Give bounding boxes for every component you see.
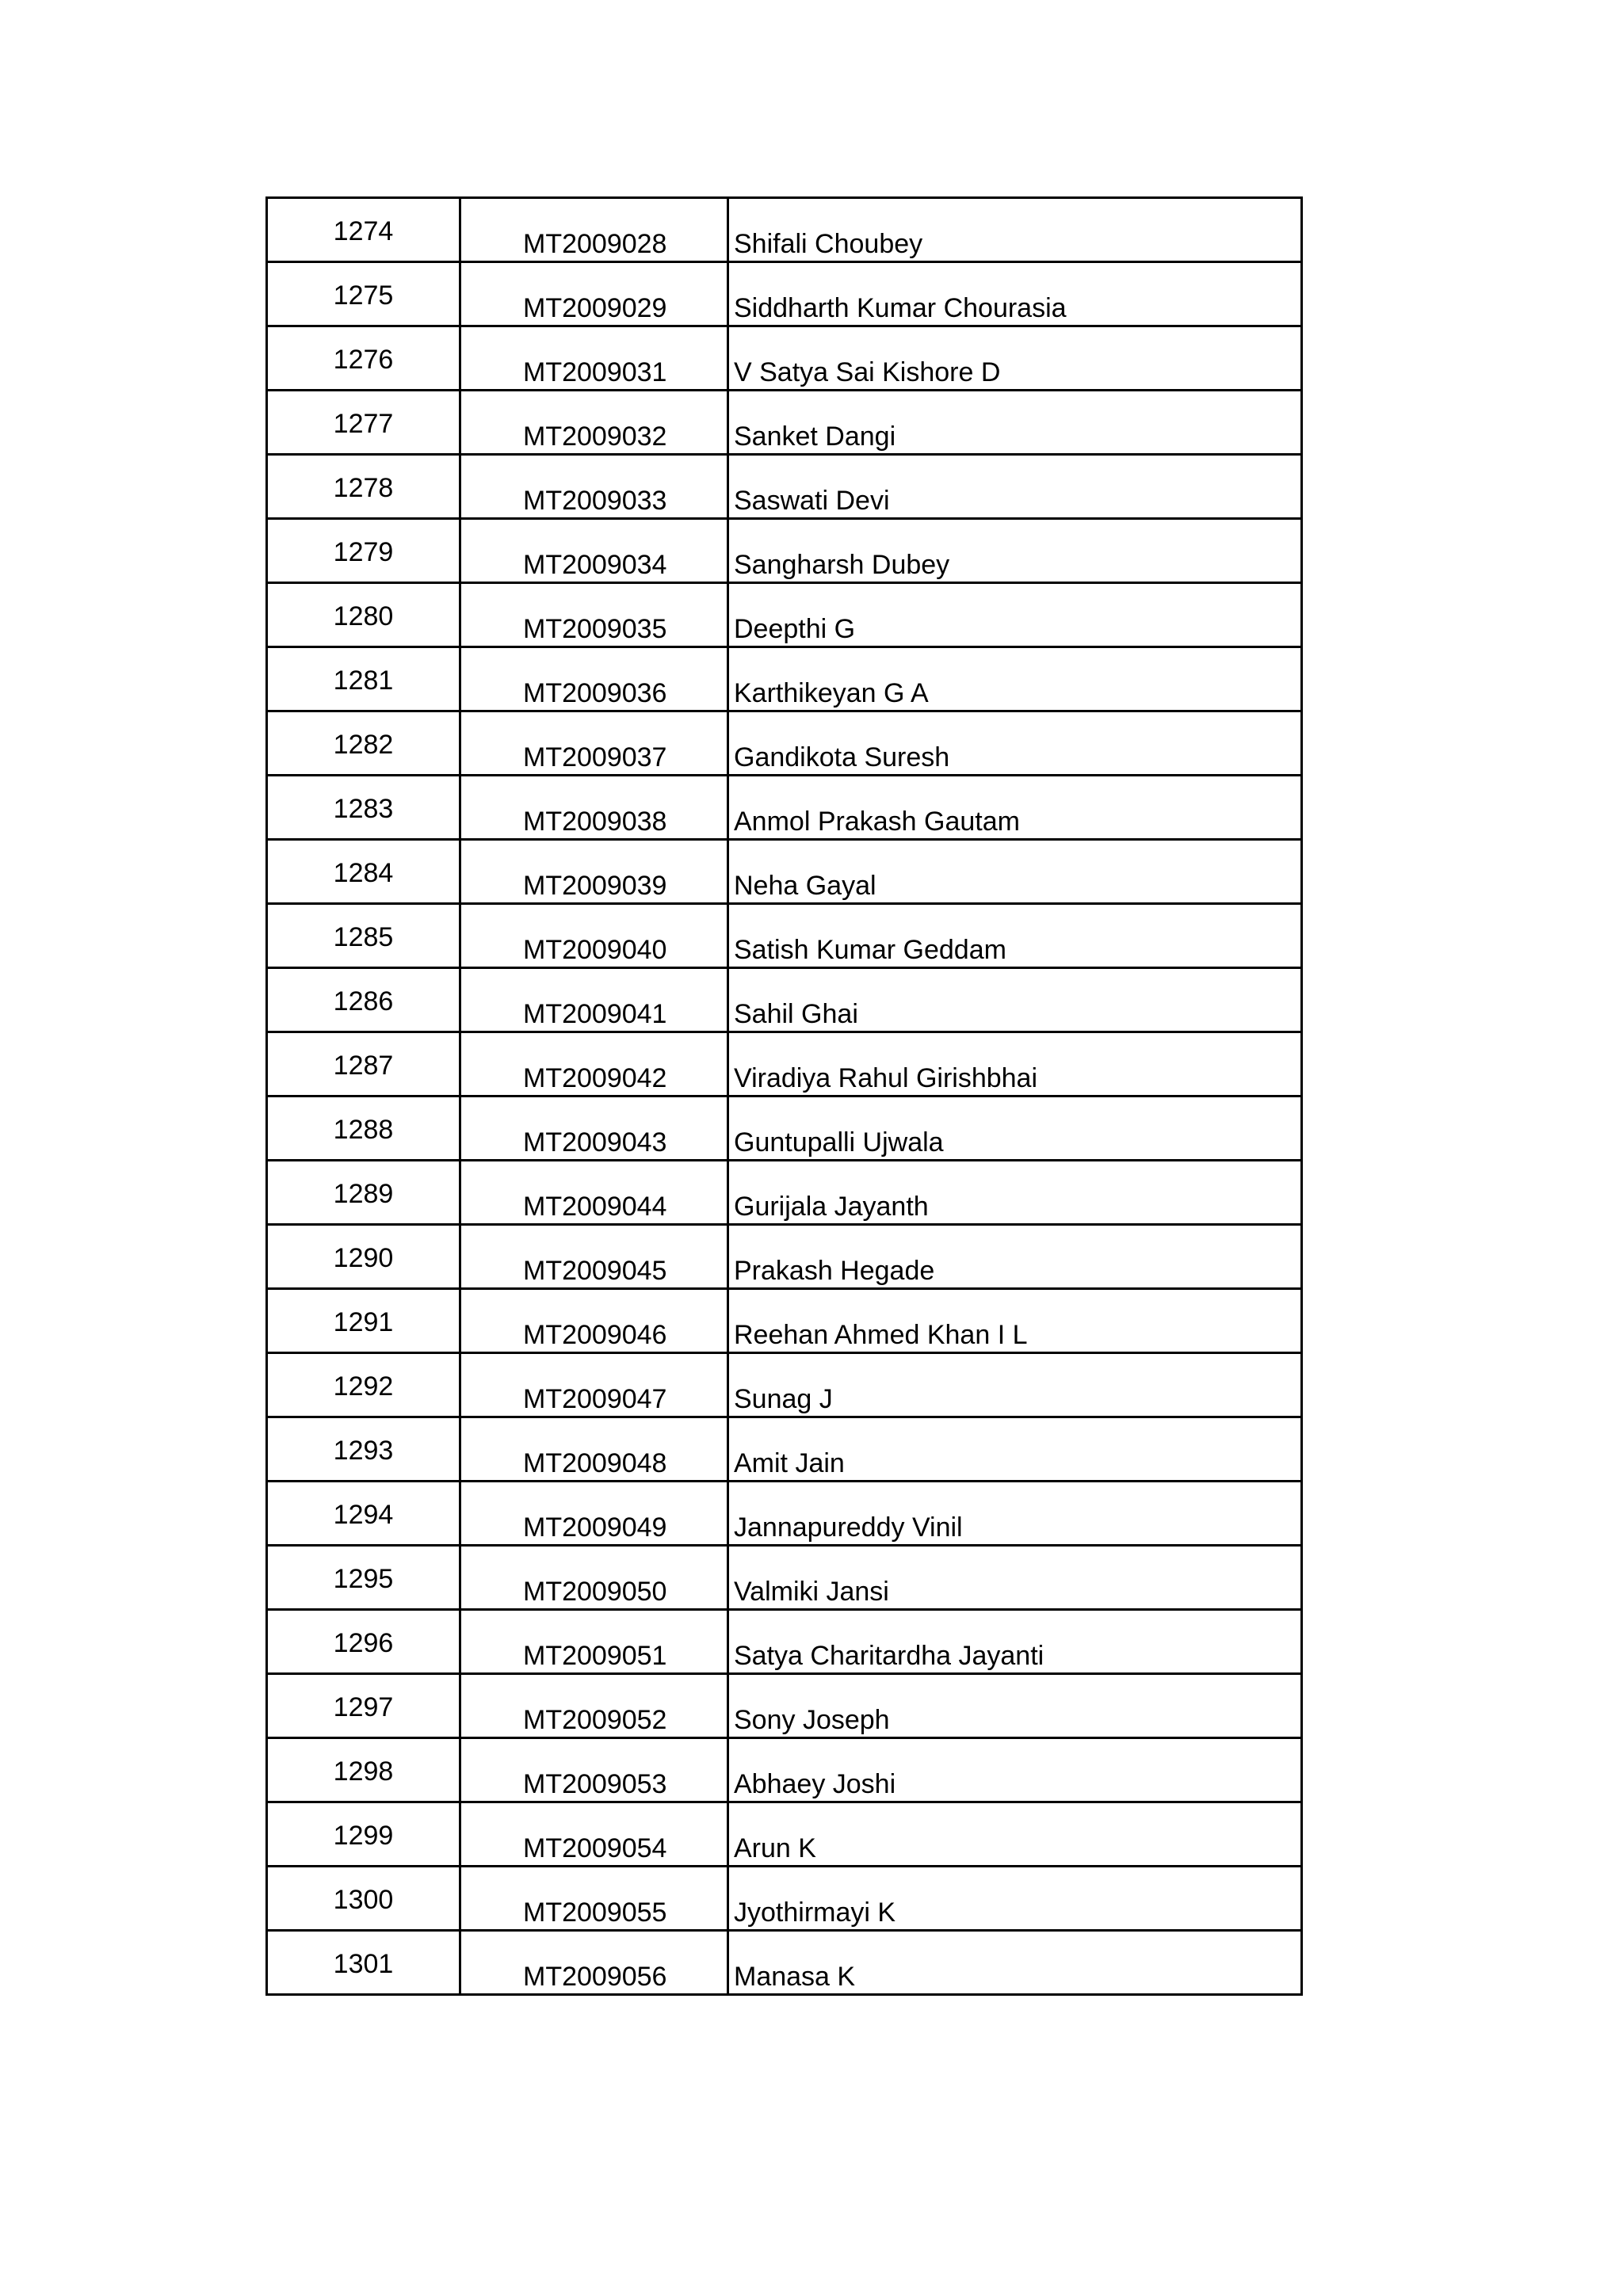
registration-number-text: MT2009028 <box>523 229 667 259</box>
table-row <box>267 262 1302 326</box>
serial-number-cell <box>267 262 460 326</box>
serial-number-text: 1283 <box>333 794 394 824</box>
serial-number-cell <box>267 1931 460 1995</box>
student-name-text: Jyothirmayi K <box>734 1897 896 1928</box>
serial-number-cell <box>267 840 460 904</box>
serial-number-cell <box>267 1417 460 1482</box>
serial-number-cell <box>267 1802 460 1867</box>
serial-number-cell <box>267 1353 460 1417</box>
table-row <box>267 711 1302 776</box>
registration-number-text: MT2009029 <box>523 293 667 323</box>
serial-number-cell <box>267 711 460 776</box>
student-name-text: Saswati Devi <box>734 486 890 516</box>
registration-number-text: MT2009045 <box>523 1256 667 1286</box>
registration-number-cell <box>460 1161 728 1225</box>
registration-number-text: MT2009054 <box>523 1833 667 1863</box>
registration-number-cell <box>460 711 728 776</box>
serial-number-text: 1293 <box>333 1436 394 1466</box>
serial-number-text: 1298 <box>333 1756 394 1787</box>
registration-number-cell <box>460 326 728 391</box>
registration-number-text: MT2009040 <box>523 935 667 965</box>
serial-number-cell <box>267 198 460 262</box>
registration-number-cell <box>460 1802 728 1867</box>
registration-number-text: MT2009047 <box>523 1384 667 1414</box>
serial-number-cell <box>267 1546 460 1610</box>
table-row <box>267 1161 1302 1225</box>
student-name-cell <box>728 1353 1302 1417</box>
table-row <box>267 1546 1302 1610</box>
student-name-text: Gandikota Suresh <box>734 742 950 772</box>
serial-number-cell <box>267 1610 460 1674</box>
serial-number-text: 1289 <box>333 1179 394 1209</box>
student-name-text: Valmiki Jansi <box>734 1577 889 1607</box>
student-name-cell <box>728 1417 1302 1482</box>
registration-number-text: MT2009044 <box>523 1192 667 1222</box>
serial-number-cell <box>267 326 460 391</box>
student-name-cell <box>728 1097 1302 1161</box>
registration-number-text: MT2009038 <box>523 807 667 837</box>
serial-number-cell <box>267 1738 460 1802</box>
student-name-text: Siddharth Kumar Chourasia <box>734 293 1067 323</box>
table-row <box>267 326 1302 391</box>
table-row <box>267 455 1302 519</box>
serial-number-text: 1282 <box>333 730 394 760</box>
registration-number-text: MT2009053 <box>523 1769 667 1799</box>
serial-number-text: 1291 <box>333 1307 394 1337</box>
table-row <box>267 519 1302 583</box>
registration-number-cell <box>460 968 728 1032</box>
table-row <box>267 1097 1302 1161</box>
serial-number-text: 1301 <box>333 1949 394 1979</box>
serial-number-cell <box>267 776 460 840</box>
serial-number-text: 1300 <box>333 1885 394 1915</box>
student-name-text: Satish Kumar Geddam <box>734 935 1006 965</box>
table-row <box>267 1032 1302 1097</box>
student-name-cell <box>728 455 1302 519</box>
serial-number-text: 1288 <box>333 1115 394 1145</box>
serial-number-text: 1279 <box>333 537 394 567</box>
table-row <box>267 1353 1302 1417</box>
registration-number-cell <box>460 1738 728 1802</box>
student-name-text: Arun K <box>734 1833 816 1863</box>
registration-number-text: MT2009032 <box>523 421 667 452</box>
student-name-cell <box>728 1867 1302 1931</box>
table-row <box>267 1610 1302 1674</box>
registration-number-cell <box>460 1097 728 1161</box>
serial-number-text: 1284 <box>333 858 394 888</box>
registration-number-cell <box>460 198 728 262</box>
registration-number-text: MT2009043 <box>523 1127 667 1158</box>
student-name-text: Anmol Prakash Gautam <box>734 807 1020 837</box>
table-row <box>267 968 1302 1032</box>
serial-number-cell <box>267 904 460 968</box>
student-name-text: Reehan Ahmed Khan I L <box>734 1320 1028 1350</box>
registration-number-text: MT2009046 <box>523 1320 667 1350</box>
registration-number-cell <box>460 904 728 968</box>
registration-number-text: MT2009041 <box>523 999 667 1029</box>
registration-number-cell <box>460 262 728 326</box>
student-name-text: Deepthi G <box>734 614 856 644</box>
table-row <box>267 1931 1302 1995</box>
table-row <box>267 198 1302 262</box>
table-row <box>267 1867 1302 1931</box>
serial-number-text: 1286 <box>333 986 394 1016</box>
table-row <box>267 904 1302 968</box>
student-name-cell <box>728 1032 1302 1097</box>
serial-number-cell <box>267 1097 460 1161</box>
serial-number-cell <box>267 583 460 647</box>
student-name-text: Manasa K <box>734 1962 856 1992</box>
student-name-text: Jannapureddy Vinil <box>734 1512 963 1543</box>
student-name-cell <box>728 904 1302 968</box>
table-row <box>267 1738 1302 1802</box>
student-name-cell <box>728 1289 1302 1353</box>
serial-number-text: 1285 <box>333 922 394 952</box>
student-name-text: Abhaey Joshi <box>734 1769 896 1799</box>
serial-number-cell <box>267 1867 460 1931</box>
student-name-cell <box>728 326 1302 391</box>
table-row <box>267 1225 1302 1289</box>
registration-number-cell <box>460 1289 728 1353</box>
table-row <box>267 1482 1302 1546</box>
student-name-cell <box>728 1225 1302 1289</box>
registration-number-cell <box>460 776 728 840</box>
student-name-cell <box>728 1802 1302 1867</box>
serial-number-text: 1296 <box>333 1628 394 1658</box>
serial-number-text: 1295 <box>333 1564 394 1594</box>
student-name-cell <box>728 1738 1302 1802</box>
roster-table <box>265 196 1303 1996</box>
student-name-text: Prakash Hegade <box>734 1256 935 1286</box>
registration-number-text: MT2009056 <box>523 1962 667 1992</box>
table-row <box>267 647 1302 711</box>
registration-number-cell <box>460 1417 728 1482</box>
student-name-cell <box>728 1931 1302 1995</box>
serial-number-cell <box>267 1289 460 1353</box>
serial-number-text: 1297 <box>333 1692 394 1722</box>
registration-number-text: MT2009037 <box>523 742 667 772</box>
table-row <box>267 1417 1302 1482</box>
registration-number-cell <box>460 1482 728 1546</box>
student-name-cell <box>728 198 1302 262</box>
serial-number-text: 1287 <box>333 1051 394 1081</box>
serial-number-text: 1276 <box>333 345 394 375</box>
student-name-cell <box>728 1610 1302 1674</box>
student-name-cell <box>728 391 1302 455</box>
registration-number-cell <box>460 1867 728 1931</box>
serial-number-cell <box>267 1161 460 1225</box>
student-name-text: Neha Gayal <box>734 871 876 901</box>
student-name-text: Karthikeyan G A <box>734 678 929 708</box>
serial-number-text: 1277 <box>333 409 394 439</box>
registration-number-cell <box>460 1610 728 1674</box>
registration-number-cell <box>460 647 728 711</box>
serial-number-text: 1275 <box>333 280 394 311</box>
student-name-cell <box>728 262 1302 326</box>
registration-number-cell <box>460 1353 728 1417</box>
registration-number-text: MT2009052 <box>523 1705 667 1735</box>
student-name-text: Sony Joseph <box>734 1705 890 1735</box>
student-name-text: Gurijala Jayanth <box>734 1192 929 1222</box>
registration-number-text: MT2009055 <box>523 1897 667 1928</box>
student-name-text: Sangharsh Dubey <box>734 550 950 580</box>
student-name-text: Satya Charitardha Jayanti <box>734 1641 1044 1671</box>
table-row <box>267 1802 1302 1867</box>
student-name-text: Amit Jain <box>734 1448 845 1478</box>
serial-number-text: 1281 <box>333 666 394 696</box>
registration-number-text: MT2009033 <box>523 486 667 516</box>
registration-number-text: MT2009036 <box>523 678 667 708</box>
serial-number-text: 1274 <box>333 216 394 246</box>
registration-number-text: MT2009050 <box>523 1577 667 1607</box>
registration-number-cell <box>460 1032 728 1097</box>
registration-number-text: MT2009048 <box>523 1448 667 1478</box>
student-name-text: V Satya Sai Kishore D <box>734 357 1001 387</box>
student-name-text: Viradiya Rahul Girishbhai <box>734 1063 1038 1093</box>
student-name-cell <box>728 840 1302 904</box>
serial-number-text: 1280 <box>333 601 394 631</box>
student-name-cell <box>728 1161 1302 1225</box>
student-name-cell <box>728 711 1302 776</box>
student-name-cell <box>728 776 1302 840</box>
table-row <box>267 1289 1302 1353</box>
registration-number-cell <box>460 583 728 647</box>
registration-number-cell <box>460 391 728 455</box>
registration-number-cell <box>460 1931 728 1995</box>
student-name-text: Guntupalli Ujwala <box>734 1127 944 1158</box>
serial-number-cell <box>267 1225 460 1289</box>
student-name-cell <box>728 647 1302 711</box>
serial-number-cell <box>267 1032 460 1097</box>
serial-number-text: 1294 <box>333 1500 394 1530</box>
registration-number-cell <box>460 840 728 904</box>
registration-number-text: MT2009035 <box>523 614 667 644</box>
student-name-cell <box>728 583 1302 647</box>
registration-number-cell <box>460 1674 728 1738</box>
serial-number-cell <box>267 1482 460 1546</box>
table-row <box>267 583 1302 647</box>
registration-number-text: MT2009031 <box>523 357 667 387</box>
student-name-text: Sunag J <box>734 1384 833 1414</box>
table-row <box>267 776 1302 840</box>
serial-number-text: 1278 <box>333 473 394 503</box>
student-name-text: Sanket Dangi <box>734 421 896 452</box>
student-name-cell <box>728 968 1302 1032</box>
serial-number-text: 1290 <box>333 1243 394 1273</box>
roster-table-body <box>267 198 1302 1995</box>
registration-number-text: MT2009051 <box>523 1641 667 1671</box>
table-row <box>267 840 1302 904</box>
registration-number-cell <box>460 455 728 519</box>
student-name-cell <box>728 519 1302 583</box>
serial-number-cell <box>267 455 460 519</box>
table-row <box>267 1674 1302 1738</box>
student-name-text: Shifali Choubey <box>734 229 923 259</box>
registration-number-cell <box>460 1225 728 1289</box>
student-name-cell <box>728 1546 1302 1610</box>
serial-number-cell <box>267 647 460 711</box>
student-name-cell <box>728 1674 1302 1738</box>
serial-number-cell <box>267 1674 460 1738</box>
registration-number-cell <box>460 519 728 583</box>
table-row <box>267 391 1302 455</box>
registration-number-text: MT2009034 <box>523 550 667 580</box>
registration-number-text: MT2009039 <box>523 871 667 901</box>
serial-number-cell <box>267 519 460 583</box>
serial-number-text: 1299 <box>333 1821 394 1851</box>
serial-number-cell <box>267 968 460 1032</box>
registration-number-cell <box>460 1546 728 1610</box>
serial-number-cell <box>267 391 460 455</box>
student-name-cell <box>728 1482 1302 1546</box>
student-name-text: Sahil Ghai <box>734 999 858 1029</box>
registration-number-text: MT2009049 <box>523 1512 667 1543</box>
registration-number-text: MT2009042 <box>523 1063 667 1093</box>
serial-number-text: 1292 <box>333 1371 394 1402</box>
